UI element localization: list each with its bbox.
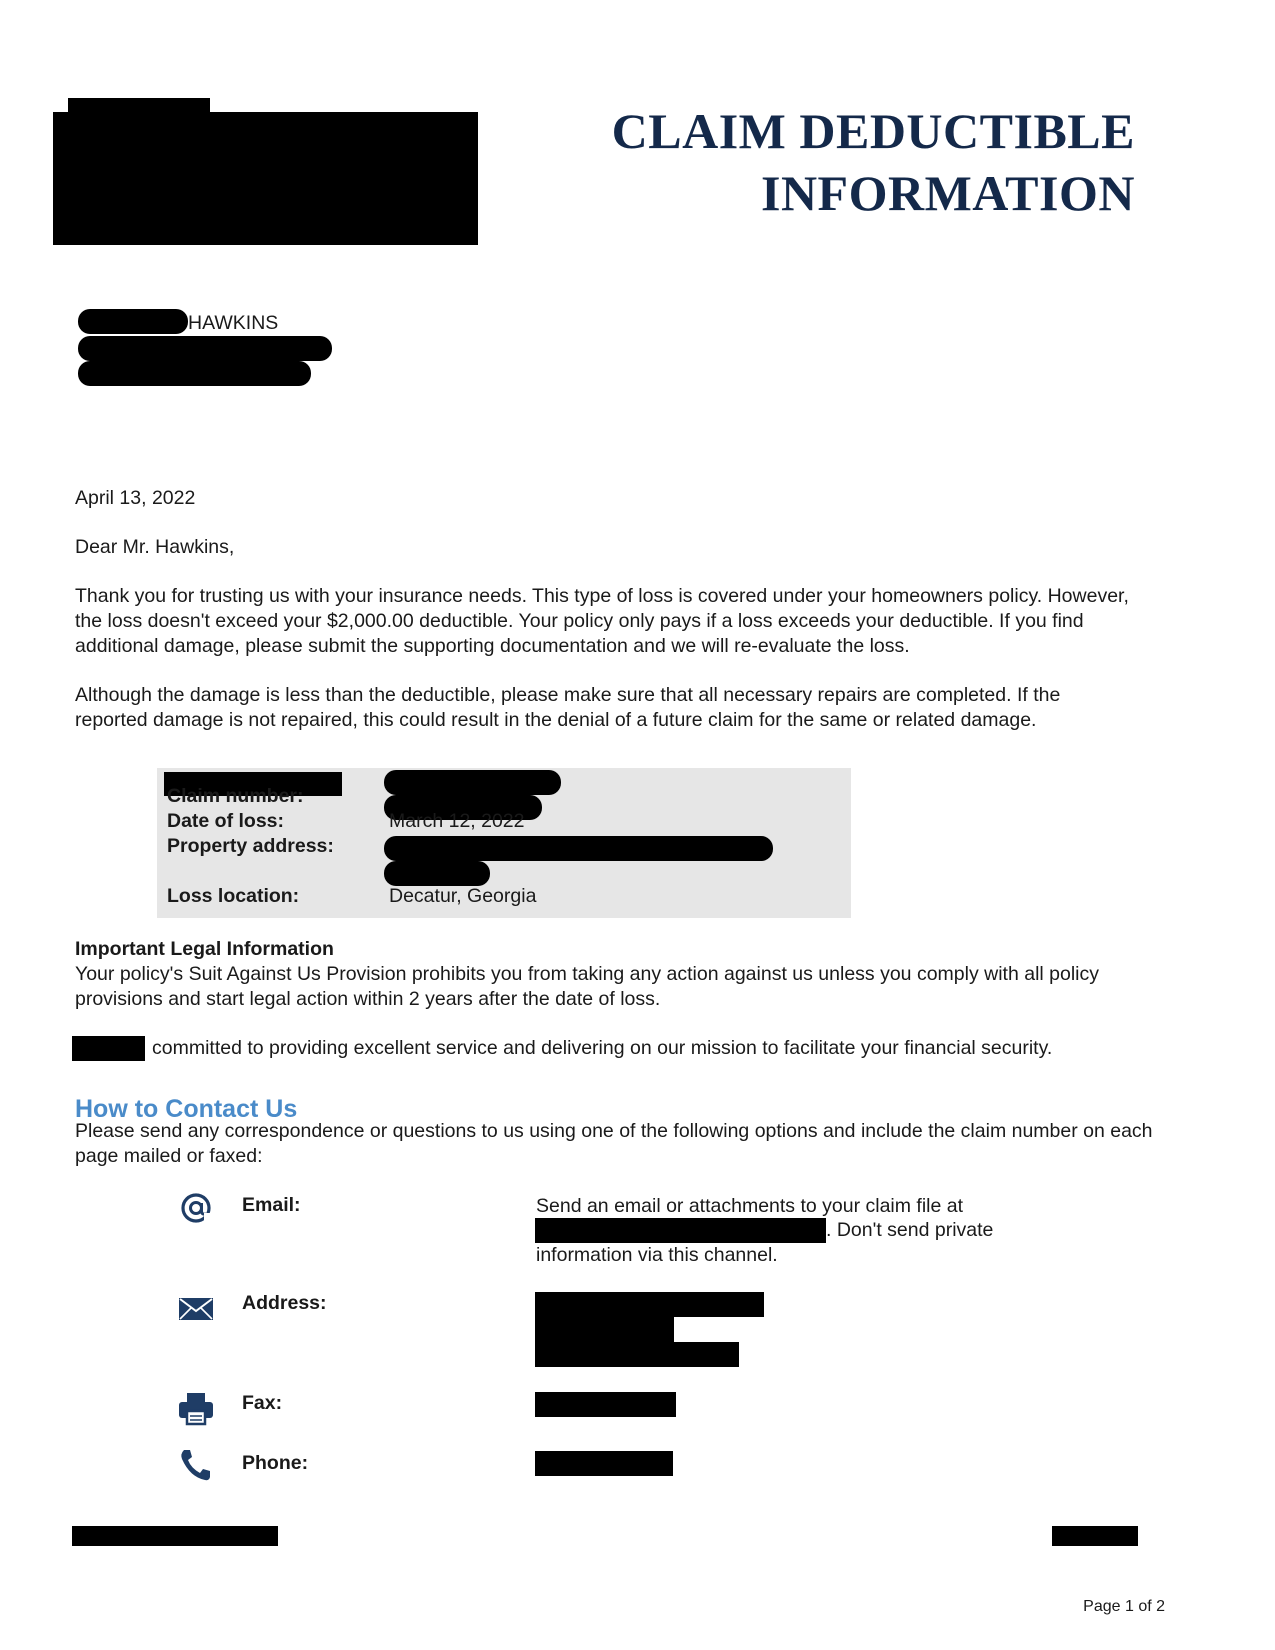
date-of-loss-value: March 12, 2022: [389, 810, 525, 832]
at-icon: [178, 1190, 214, 1226]
commitment-text: committed to providing excellent service and delivering on our mission to facilitate your financial security.: [152, 1037, 1053, 1059]
paragraph-1: Thank you for trusting us with your insurance needs. This type of loss is covered under your homeowners policy. However, the loss doesn't exceed your $2,000.00 deductible. Your policy only pays if a loss exceeds your deductible. If you find additional damage, please submit the supporting documentation and we will re-evaluate the loss.: [75, 585, 1129, 657]
title-line-2: INFORMATION: [760, 165, 1135, 221]
recipient-last-name: HAWKINS: [188, 312, 279, 334]
address-label: Address:: [242, 1292, 327, 1314]
fax-number-redaction: [535, 1392, 676, 1417]
claim-header-value-redaction: [384, 770, 561, 795]
letter-date: April 13, 2022: [75, 487, 196, 509]
title-line-1: CLAIM DEDUCTIBLE: [611, 103, 1135, 159]
phone-number-redaction: [535, 1451, 673, 1476]
company-name-redaction: [72, 1036, 145, 1061]
email-text-1: Send an email or attachments to your claim file at: [536, 1195, 964, 1217]
printer-icon: [178, 1390, 214, 1426]
mailing-address-redaction: [535, 1317, 674, 1342]
date-of-loss-label: Date of loss:: [167, 810, 285, 832]
contact-heading: How to Contact Us: [75, 1095, 298, 1123]
salutation: Dear Mr. Hawkins,: [75, 536, 235, 558]
property-address-label: Property address:: [167, 835, 334, 857]
page-title: [612, 100, 1135, 224]
recipient-first-name-redaction: [78, 309, 188, 334]
email-text-3: information via this channel.: [536, 1244, 778, 1266]
recipient-address-redaction: [78, 336, 332, 361]
recipient-address-redaction: [78, 361, 311, 386]
mailing-address-redaction: [535, 1342, 739, 1367]
legal-heading: Important Legal Information: [75, 938, 334, 960]
envelope-icon: [178, 1290, 214, 1326]
contact-intro: Please send any correspondence or questions to us using one of the following options and include the claim number on each page mailed or faxed:: [75, 1120, 1153, 1167]
paragraph-2: Although the damage is less than the deductible, please make sure that all necessary repairs are completed. If the reported damage is not repaired, this could result in the denial of a future claim for the same or related damage.: [75, 684, 1061, 731]
loss-location-label: Loss location:: [167, 885, 300, 907]
page-number: Page 1 of 2: [1083, 1598, 1165, 1615]
claim-number-label: Claim number:: [167, 785, 304, 807]
email-text-2: . Don't send private: [826, 1219, 994, 1241]
property-address-redaction: [384, 861, 490, 886]
email-label: Email:: [242, 1194, 301, 1216]
logo-redaction: [53, 112, 478, 245]
fax-label: Fax:: [242, 1392, 283, 1414]
phone-label: Phone:: [242, 1452, 309, 1474]
email-address-redaction: [535, 1218, 826, 1243]
mailing-address-redaction: [535, 1292, 764, 1317]
footer-right-redaction: [1052, 1526, 1138, 1546]
property-address-redaction: [384, 836, 773, 861]
phone-icon: [178, 1447, 214, 1483]
loss-location-value: Decatur, Georgia: [389, 885, 537, 907]
footer-left-redaction: [72, 1526, 278, 1546]
legal-text: Your policy's Suit Against Us Provision prohibits you from taking any action against us unless you comply with all policy provisions and start legal action within 2 years after the date of loss.: [75, 963, 1100, 1010]
